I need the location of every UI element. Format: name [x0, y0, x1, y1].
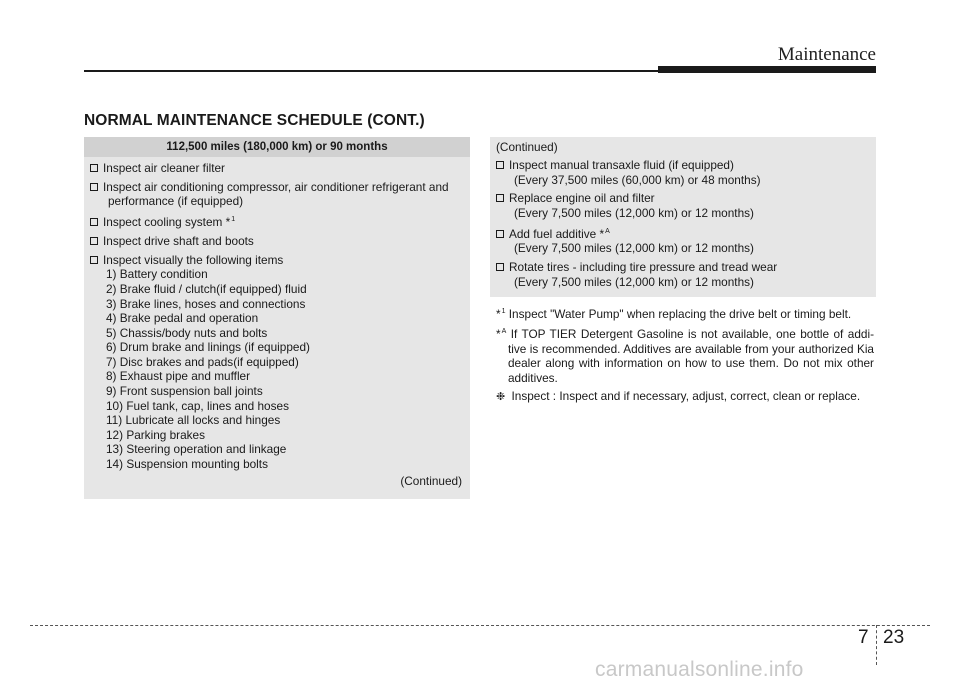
- chapter-number: 7: [858, 627, 869, 648]
- checkbox-icon: [90, 256, 98, 264]
- schedule-item: Inspect air cleaner filter: [90, 161, 462, 176]
- footnote-3: [496, 389, 874, 405]
- schedule-item: Inspect air conditioning compressor, air conditioner refrigerant and performance (if equipped): [90, 180, 462, 209]
- schedule-item-interval: (Every 7,500 miles (12,000 km) or 12 months): [514, 274, 754, 289]
- header-bar: [658, 66, 876, 73]
- sub-item: 14) Suspension mounting bolts: [106, 457, 268, 472]
- header-rule: [84, 70, 658, 72]
- schedule-item: Inspect cooling system *$^1$: [90, 213, 462, 230]
- sub-item: 9) Front suspension ball joints: [106, 384, 263, 399]
- schedule-box-left: [84, 137, 470, 499]
- footnotes: [496, 305, 874, 408]
- schedule-items-right: [490, 158, 876, 289]
- continued-label: (Continued): [496, 140, 558, 154]
- sub-item-list: [90, 267, 462, 471]
- schedule-item-interval: (Every 37,500 miles (60,000 km) or 48 months): [514, 172, 761, 187]
- footnote-mark: A: [501, 327, 507, 335]
- footnote-asterisk: *: [496, 326, 501, 341]
- schedule-items-left: [84, 157, 470, 488]
- continued-label: (Continued): [400, 473, 462, 488]
- sub-item: 12) Parking brakes: [106, 427, 206, 442]
- sub-item: 8) Exhaust pipe and muffler: [106, 369, 251, 384]
- footnote-text: If TOP TIER Detergent Gasoline is not available, one bottle of addi-tive is recommended. Additives are available from your authorized Kia dealer along with information on how to use them. Do not mix other additives.: [508, 326, 874, 386]
- sub-item: 7) Disc brakes and pads(if equipped): [106, 354, 299, 369]
- checkbox-icon: [496, 263, 504, 271]
- schedule-item: Add fuel additive *$^A$ (Every 7,500 miles (12,000 km) or 12 months): [496, 225, 868, 256]
- footer-dashed-rule: [30, 625, 930, 626]
- watermark: carmanualsonline.info: [595, 658, 804, 681]
- footer-vertical-rule: [876, 625, 877, 665]
- schedule-item: Inspect visually the following items 1) Battery condition 2) Brake fluid / clutch(if equipped) fluid 3) Brake lines, hoses and connections 4) Brake pedal and operation 5) Chassis/body nuts and bolts 6) Drum brake and linings (if equipped) 7) Disc brakes and pads(if equipped) 8) Exhaust pipe and muffler 9) Front suspension ball joints 10) Fuel tank, cap, lines and hoses 11) Lubricate all locks and hinges 12) Parking brakes 13) Steering operation and linkage 14) Suspension mounting bolts: [90, 253, 462, 472]
- sub-item: 11) Lubricate all locks and hinges: [106, 413, 281, 428]
- section-title: NORMAL MAINTENANCE SCHEDULE (CONT.): [84, 112, 425, 129]
- footnote-mark: A: [605, 227, 610, 235]
- snowflake-icon: ❉: [496, 390, 506, 403]
- checkbox-icon: [496, 161, 504, 169]
- footnote-2: [496, 325, 874, 386]
- schedule-item: Rotate tires - including tire pressure and tread wear (Every 7,500 miles (12,000 km) or 12 months): [496, 260, 868, 289]
- schedule-box-right: [490, 137, 876, 297]
- schedule-item-continuation: performance (if equipped): [108, 194, 244, 209]
- schedule-item-interval: (Every 7,500 miles (12,000 km) or 12 months): [514, 205, 754, 220]
- schedule-item: Inspect manual transaxle fluid (if equipped) (Every 37,500 miles (60,000 km) or 48 months): [496, 158, 868, 187]
- sub-item: 4) Brake pedal and operation: [106, 311, 259, 326]
- sub-item: 10) Fuel tank, cap, lines and hoses: [106, 398, 289, 413]
- sub-item: 3) Brake lines, hoses and connections: [106, 296, 306, 311]
- checkbox-icon: [496, 230, 504, 238]
- sub-item: 1) Battery condition: [106, 267, 208, 282]
- page-number: 23: [883, 627, 905, 648]
- footnote-1: [496, 305, 874, 322]
- checkbox-icon: [90, 164, 98, 172]
- footnote-asterisk: *: [496, 307, 501, 321]
- schedule-item: Replace engine oil and filter (Every 7,500 miles (12,000 km) or 12 months): [496, 191, 868, 220]
- footnote-text: Inspect : Inspect and if necessary, adjust, correct, clean or replace.: [511, 388, 861, 403]
- footnote-mark: 1: [501, 308, 506, 315]
- checkbox-icon: [90, 183, 98, 191]
- checkbox-icon: [90, 237, 98, 245]
- checkbox-icon: [496, 194, 504, 202]
- footnote-text: Inspect "Water Pump" when replacing the drive belt or timing belt.: [508, 307, 852, 321]
- schedule-item: Inspect drive shaft and boots: [90, 234, 462, 249]
- sub-item: 13) Steering operation and linkage: [106, 442, 287, 457]
- schedule-item-interval: (Every 7,500 miles (12,000 km) or 12 months): [514, 241, 754, 256]
- sub-item: 6) Drum brake and linings (if equipped): [106, 340, 310, 355]
- sub-item: 2) Brake fluid / clutch(if equipped) fluid: [106, 281, 307, 296]
- sub-item: 5) Chassis/body nuts and bolts: [106, 325, 268, 340]
- footnote-mark: 1: [231, 216, 236, 224]
- schedule-heading: 112,500 miles (180,000 km) or 90 months: [84, 137, 470, 157]
- checkbox-icon: [90, 218, 98, 226]
- page-header-title: Maintenance: [777, 44, 876, 65]
